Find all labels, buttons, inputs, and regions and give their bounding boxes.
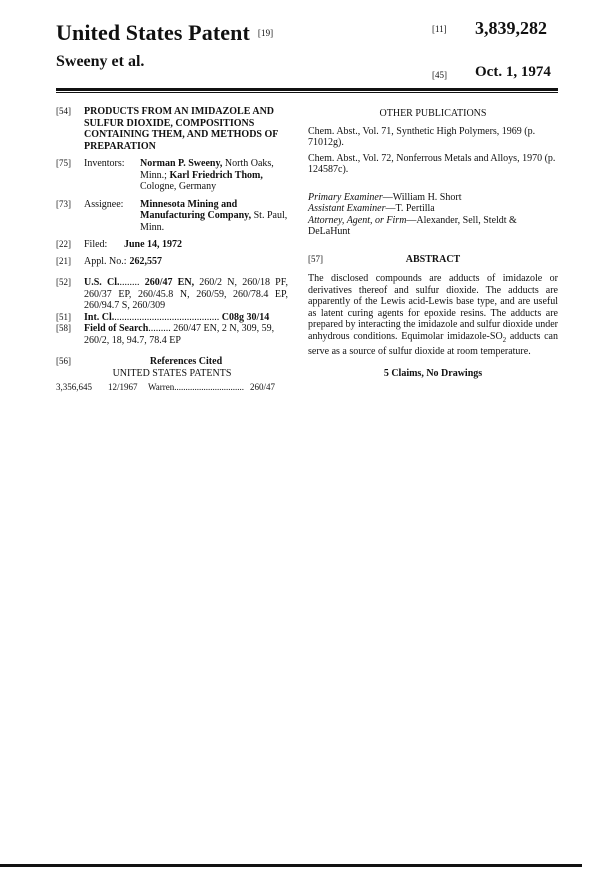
publication-2: Chem. Abst., Vol. 72, Nonferrous Metals and Alloys, 1970 (p. 124587c). [308, 152, 556, 175]
patent-number: 3,839,282 [475, 18, 547, 38]
field-21: [21] Appl. No.: 262,557 [56, 255, 162, 267]
assistant-examiner: Assistant Examiner—T. Pertilla [308, 203, 435, 214]
reference-row: 3,356,645 12/1967 Warren ............................... 260/47 [56, 382, 276, 392]
field-54: [54] PRODUCTS FROM AN IMIDAZOLE AND SULFUR DIOXIDE, COMPOSITIONS CONTAINING THEM, AND METHODS OF PREPARATION [56, 106, 288, 152]
field-73: [73] Assignee: Minnesota Mining and Manufacturing Company, St. Paul, Minn. [56, 198, 288, 233]
publication-1: Chem. Abst., Vol. 71, Synthetic High Polymers, 1969 (p. 71012g). [308, 125, 536, 148]
right-column [308, 108, 558, 379]
other-publications-heading: OTHER PUBLICATIONS [379, 108, 487, 119]
field-22: [22] Filed: June 14, 1972 [56, 239, 183, 250]
date-code: [45] [432, 70, 447, 80]
invention-title: PRODUCTS FROM AN IMIDAZOLE AND SULFUR DIOXIDE, COMPOSITIONS CONTAINING THEM, AND METHODS OF PREPARATION [84, 106, 278, 152]
field-51: [51] Int. Cl........................................... C08g 30/14 [56, 311, 270, 323]
field-58: [58] Field of Search......... 260/47 EN, 2 N, 309, 59, 260/2, 18, 94.7, 78.4 EP [56, 323, 275, 346]
header-rule [56, 88, 558, 91]
field-75: [75] Inventors: Norman P. Sweeny, North Oaks, Minn.; Karl Friedrich Thom, Cologne, Germany [56, 158, 274, 192]
inventors-header: Sweeny et al. [56, 53, 145, 70]
primary-examiner: Primary Examiner—William H. Short [308, 191, 462, 203]
bottom-rule [0, 864, 582, 867]
field-52: [52] U.S. Cl......... 260/47 EN, 260/2 N, 260/18 PF, 260/37 EP, 260/45.8 N, 260/59, 260/78.4 EP, 260/94.7 S, 260/309 [56, 277, 288, 311]
claims-line: 5 Claims, No Drawings [383, 367, 483, 379]
abstract-text: The disclosed compounds are adducts of imidazole or derivatives thereof and sulfur dioxide. The adducts are apparently of the Lewis acid-Lewis base type, and are useful as latent curing agents for epoxide resins. The adducts are prepared by interacting the imidazole and sulfur dioxide under anhydrous conditions. Equimolar imidazole-$SO_2$ adducts can serve as a source of sulfur dioxide at room temperature. [308, 273, 558, 357]
abstract-heading: ABSTRACT [405, 253, 461, 265]
header-rule-thin [56, 92, 558, 93]
references-heading: References Cited [149, 356, 223, 367]
left-column [56, 106, 288, 394]
field-56: [56] References Cited [56, 356, 288, 368]
patent-date: Oct. 1, 1974 [475, 64, 551, 80]
patent-number-code: [11] [432, 24, 447, 34]
title-code: [19] [257, 28, 274, 38]
attorney: Attorney, Agent, or Firm—Alexander, Sell, Steldt & DeLaHunt [308, 214, 517, 237]
patent-title: United States Patent [19] [56, 20, 274, 45]
references-subheading: UNITED STATES PATENTS [112, 367, 232, 379]
abstract-heading-row: [57] ABSTRACT [308, 254, 558, 266]
